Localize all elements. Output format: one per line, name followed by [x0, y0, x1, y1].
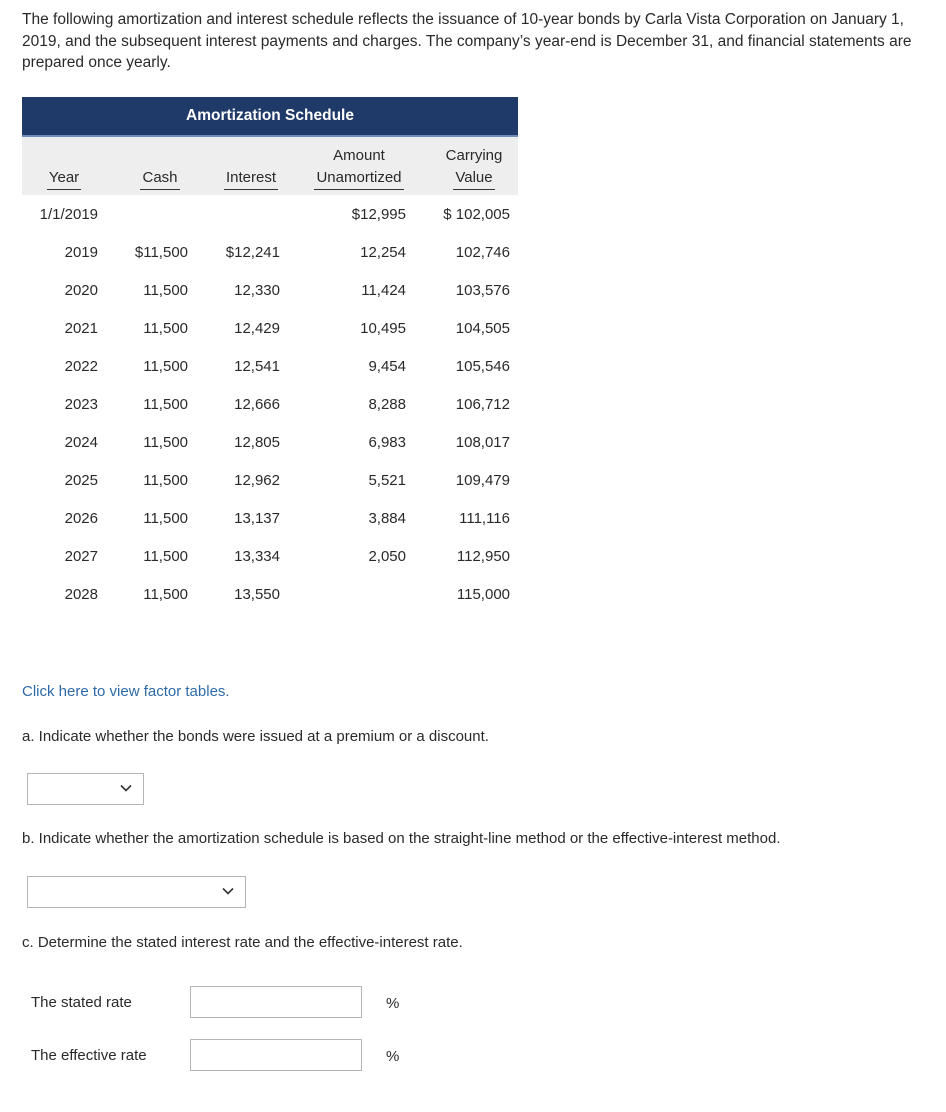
cell-interest: 12,962: [234, 472, 280, 489]
chevron-down-icon: [222, 885, 234, 897]
cell-carrying-value: 102,746: [455, 244, 510, 261]
cell-year: 2028: [64, 586, 98, 603]
header-amount-unamortized: Amount Unamortized: [306, 145, 412, 190]
amortization-method-select[interactable]: [27, 876, 246, 908]
cell-interest: 13,334: [234, 548, 280, 565]
effective-rate-label: The effective rate: [31, 1047, 147, 1064]
table-row: [22, 434, 518, 456]
cell-cash: 11,500: [143, 320, 188, 337]
cell-cash: 11,500: [143, 396, 188, 413]
factor-tables-link[interactable]: Click here to view factor tables.: [22, 683, 230, 700]
cell-interest: 12,805: [234, 434, 280, 451]
cell-year: 2024: [64, 434, 98, 451]
cell-year: 2022: [64, 358, 98, 375]
header-cash: Cash: [125, 167, 195, 190]
table-row: [22, 548, 518, 570]
cell-cash: 11,500: [143, 434, 188, 451]
schedule-title: Amortization Schedule: [22, 97, 518, 137]
cell-carrying-value: 112,950: [456, 548, 510, 565]
cell-carrying-value: 103,576: [455, 282, 510, 299]
cell-carrying-value: 109,479: [455, 472, 510, 489]
header-interest: Interest: [216, 167, 286, 190]
cell-cash: $11,500: [134, 244, 188, 261]
cell-cash: 11,500: [143, 586, 188, 603]
table-row: [22, 282, 518, 304]
cell-interest: $12,241: [225, 244, 280, 261]
cell-unamortized: 6,983: [368, 434, 406, 451]
cell-interest: 12,666: [234, 396, 280, 413]
table-row: [22, 206, 518, 228]
cell-interest: 13,550: [234, 586, 280, 603]
cell-cash: 11,500: [143, 472, 188, 489]
cell-interest: 12,429: [234, 320, 280, 337]
cell-interest: 13,137: [234, 510, 280, 527]
cell-unamortized: 9,454: [368, 358, 406, 375]
table-row: [22, 244, 518, 266]
cell-year: 2019: [64, 244, 98, 261]
table-row: [22, 472, 518, 494]
cell-year: 2020: [64, 282, 98, 299]
cell-carrying-value: $ 102,005: [443, 206, 510, 223]
question-c: c. Determine the stated interest rate and the effective-interest rate.: [22, 934, 463, 951]
stated-rate-percent: %: [386, 995, 400, 1012]
cell-unamortized: 5,521: [368, 472, 406, 489]
chevron-down-icon: [120, 782, 132, 794]
cell-carrying-value: 106,712: [455, 396, 510, 413]
table-row: [22, 396, 518, 418]
premium-discount-select[interactable]: [27, 773, 144, 805]
cell-year: 1/1/2019: [39, 206, 98, 223]
cell-unamortized: 3,884: [368, 510, 406, 527]
table-row: [22, 320, 518, 342]
cell-cash: 11,500: [143, 282, 188, 299]
cell-interest: 12,541: [234, 358, 280, 375]
cell-unamortized: $12,995: [351, 206, 406, 223]
cell-unamortized: 10,495: [360, 320, 406, 337]
cell-year: 2027: [64, 548, 98, 565]
cell-year: 2025: [64, 472, 98, 489]
schedule-header-row: [22, 137, 518, 195]
problem-intro: The following amortization and interest schedule reflects the issuance of 10-year bonds by Carla Vista Corporation on January 1, 2019, and the subsequent interest payments and charges. The company’s year-end is December 31, and financial statements are prepared once yearly.: [22, 11, 912, 71]
cell-carrying-value: 108,017: [455, 434, 510, 451]
cell-interest: 12,330: [234, 282, 280, 299]
header-year: Year: [44, 167, 84, 190]
cell-unamortized: 8,288: [368, 396, 406, 413]
amortization-schedule-table: [22, 97, 518, 603]
cell-cash: 11,500: [143, 548, 188, 565]
cell-cash: 11,500: [143, 510, 188, 527]
cell-carrying-value: 111,116: [459, 510, 510, 527]
table-row: [22, 586, 518, 608]
cell-carrying-value: 104,505: [455, 320, 510, 337]
stated-rate-input[interactable]: [190, 986, 362, 1018]
cell-year: 2021: [64, 320, 98, 337]
table-row: [22, 510, 518, 532]
cell-unamortized: 11,424: [361, 282, 406, 299]
question-b: b. Indicate whether the amortization schedule is based on the straight-line method or the effective-interest method.: [22, 830, 781, 847]
question-a: a. Indicate whether the bonds were issued at a premium or a discount.: [22, 728, 489, 745]
effective-rate-input[interactable]: [190, 1039, 362, 1071]
cell-carrying-value: 115,000: [456, 586, 510, 603]
cell-unamortized: 12,254: [360, 244, 406, 261]
header-carrying-value: Carrying Value: [432, 145, 516, 190]
effective-rate-percent: %: [386, 1048, 400, 1065]
stated-rate-label: The stated rate: [31, 994, 132, 1011]
cell-year: 2026: [64, 510, 98, 527]
cell-unamortized: 2,050: [368, 548, 406, 565]
cell-cash: 11,500: [143, 358, 188, 375]
cell-year: 2023: [64, 396, 98, 413]
cell-carrying-value: 105,546: [455, 358, 510, 375]
table-row: [22, 358, 518, 380]
